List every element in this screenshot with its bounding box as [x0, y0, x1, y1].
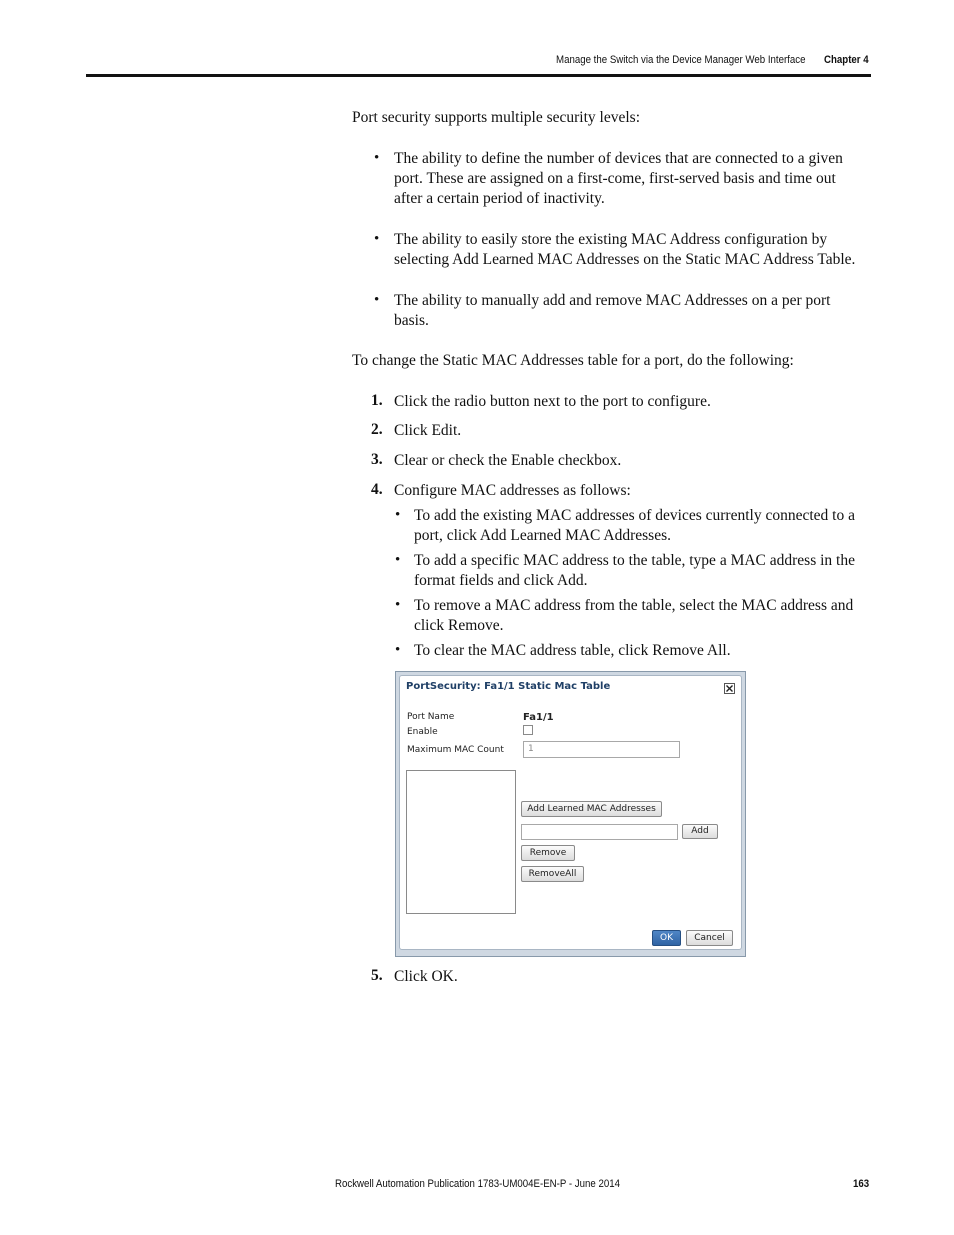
running-header-chapter: Chapter 4: [824, 54, 869, 66]
bullet: •: [395, 507, 401, 523]
port-name-label: Port Name: [407, 712, 455, 722]
step-number: 4.: [371, 481, 383, 498]
running-header-title: Manage the Switch via the Device Manager Web Interface: [556, 54, 806, 66]
substep-item: To remove a MAC address from the table, select the MAC address and click Remove.: [414, 597, 854, 634]
port-name-value: Fa1/1: [523, 712, 554, 723]
static-mac-table-dialog: [395, 671, 746, 957]
substep-item: To clear the MAC address table, click Remove All.: [414, 642, 731, 659]
bullet: •: [395, 552, 401, 568]
dialog-title: PortSecurity: Fa1/1 Static Mac Table: [406, 681, 611, 692]
cancel-button[interactable]: Cancel: [686, 930, 733, 946]
step-number: 5.: [371, 967, 383, 984]
step-number: 2.: [371, 421, 383, 438]
mac-address-input[interactable]: [521, 824, 678, 840]
intro-paragraph: Port security supports multiple security levels:: [352, 109, 640, 126]
dialog-body: [399, 675, 742, 950]
ok-button[interactable]: OK: [652, 930, 681, 946]
step-number: 3.: [371, 451, 383, 468]
level-item: The ability to easily store the existing MAC Address configuration by selecting Add Learned MAC Addresses on the Static MAC Address Table.: [394, 231, 856, 268]
bullet: •: [374, 292, 380, 308]
step-text: Clear or check the Enable checkbox.: [394, 452, 622, 469]
header-rule: [86, 74, 871, 77]
substep-item: To add the existing MAC addresses of devices currently connected to a port, click Add Learned MAC Addresses.: [414, 507, 855, 544]
max-mac-count-input[interactable]: 1: [523, 741, 680, 758]
remove-button[interactable]: Remove: [521, 845, 575, 861]
add-button[interactable]: Add: [682, 824, 718, 839]
mac-address-list[interactable]: [406, 770, 516, 914]
level-item: The ability to define the number of devices that are connected to a given port. These are assigned on a first-come, first-served basis and time out after a certain period of inactivity.: [394, 150, 843, 207]
step-text: Click the radio button next to the port to configure.: [394, 393, 711, 410]
footer-publication: Rockwell Automation Publication 1783-UM004E-EN-P - June 2014: [335, 1178, 621, 1190]
substep-item: To add a specific MAC address to the table, type a MAC address in the format fields and click Add.: [414, 552, 855, 589]
step-text: Configure MAC addresses as follows:: [394, 482, 631, 499]
close-icon[interactable]: [724, 681, 735, 692]
bullet: •: [374, 150, 380, 166]
step-number: 1.: [371, 392, 383, 409]
bullet: •: [374, 231, 380, 247]
procedure-intro: To change the Static MAC Addresses table for a port, do the following:: [352, 352, 794, 369]
bullet: •: [395, 597, 401, 613]
add-learned-mac-button[interactable]: Add Learned MAC Addresses: [521, 801, 662, 817]
max-mac-count-label: Maximum MAC Count: [407, 745, 504, 755]
step-text: Click Edit.: [394, 422, 462, 439]
enable-label: Enable: [407, 727, 438, 737]
level-item: The ability to manually add and remove MAC Addresses on a per port basis.: [394, 292, 831, 329]
page-number: 163: [853, 1178, 870, 1190]
enable-checkbox[interactable]: [523, 725, 533, 735]
bullet: •: [395, 642, 401, 658]
remove-all-button[interactable]: RemoveAll: [521, 866, 584, 882]
step-text: Click OK.: [394, 968, 458, 985]
